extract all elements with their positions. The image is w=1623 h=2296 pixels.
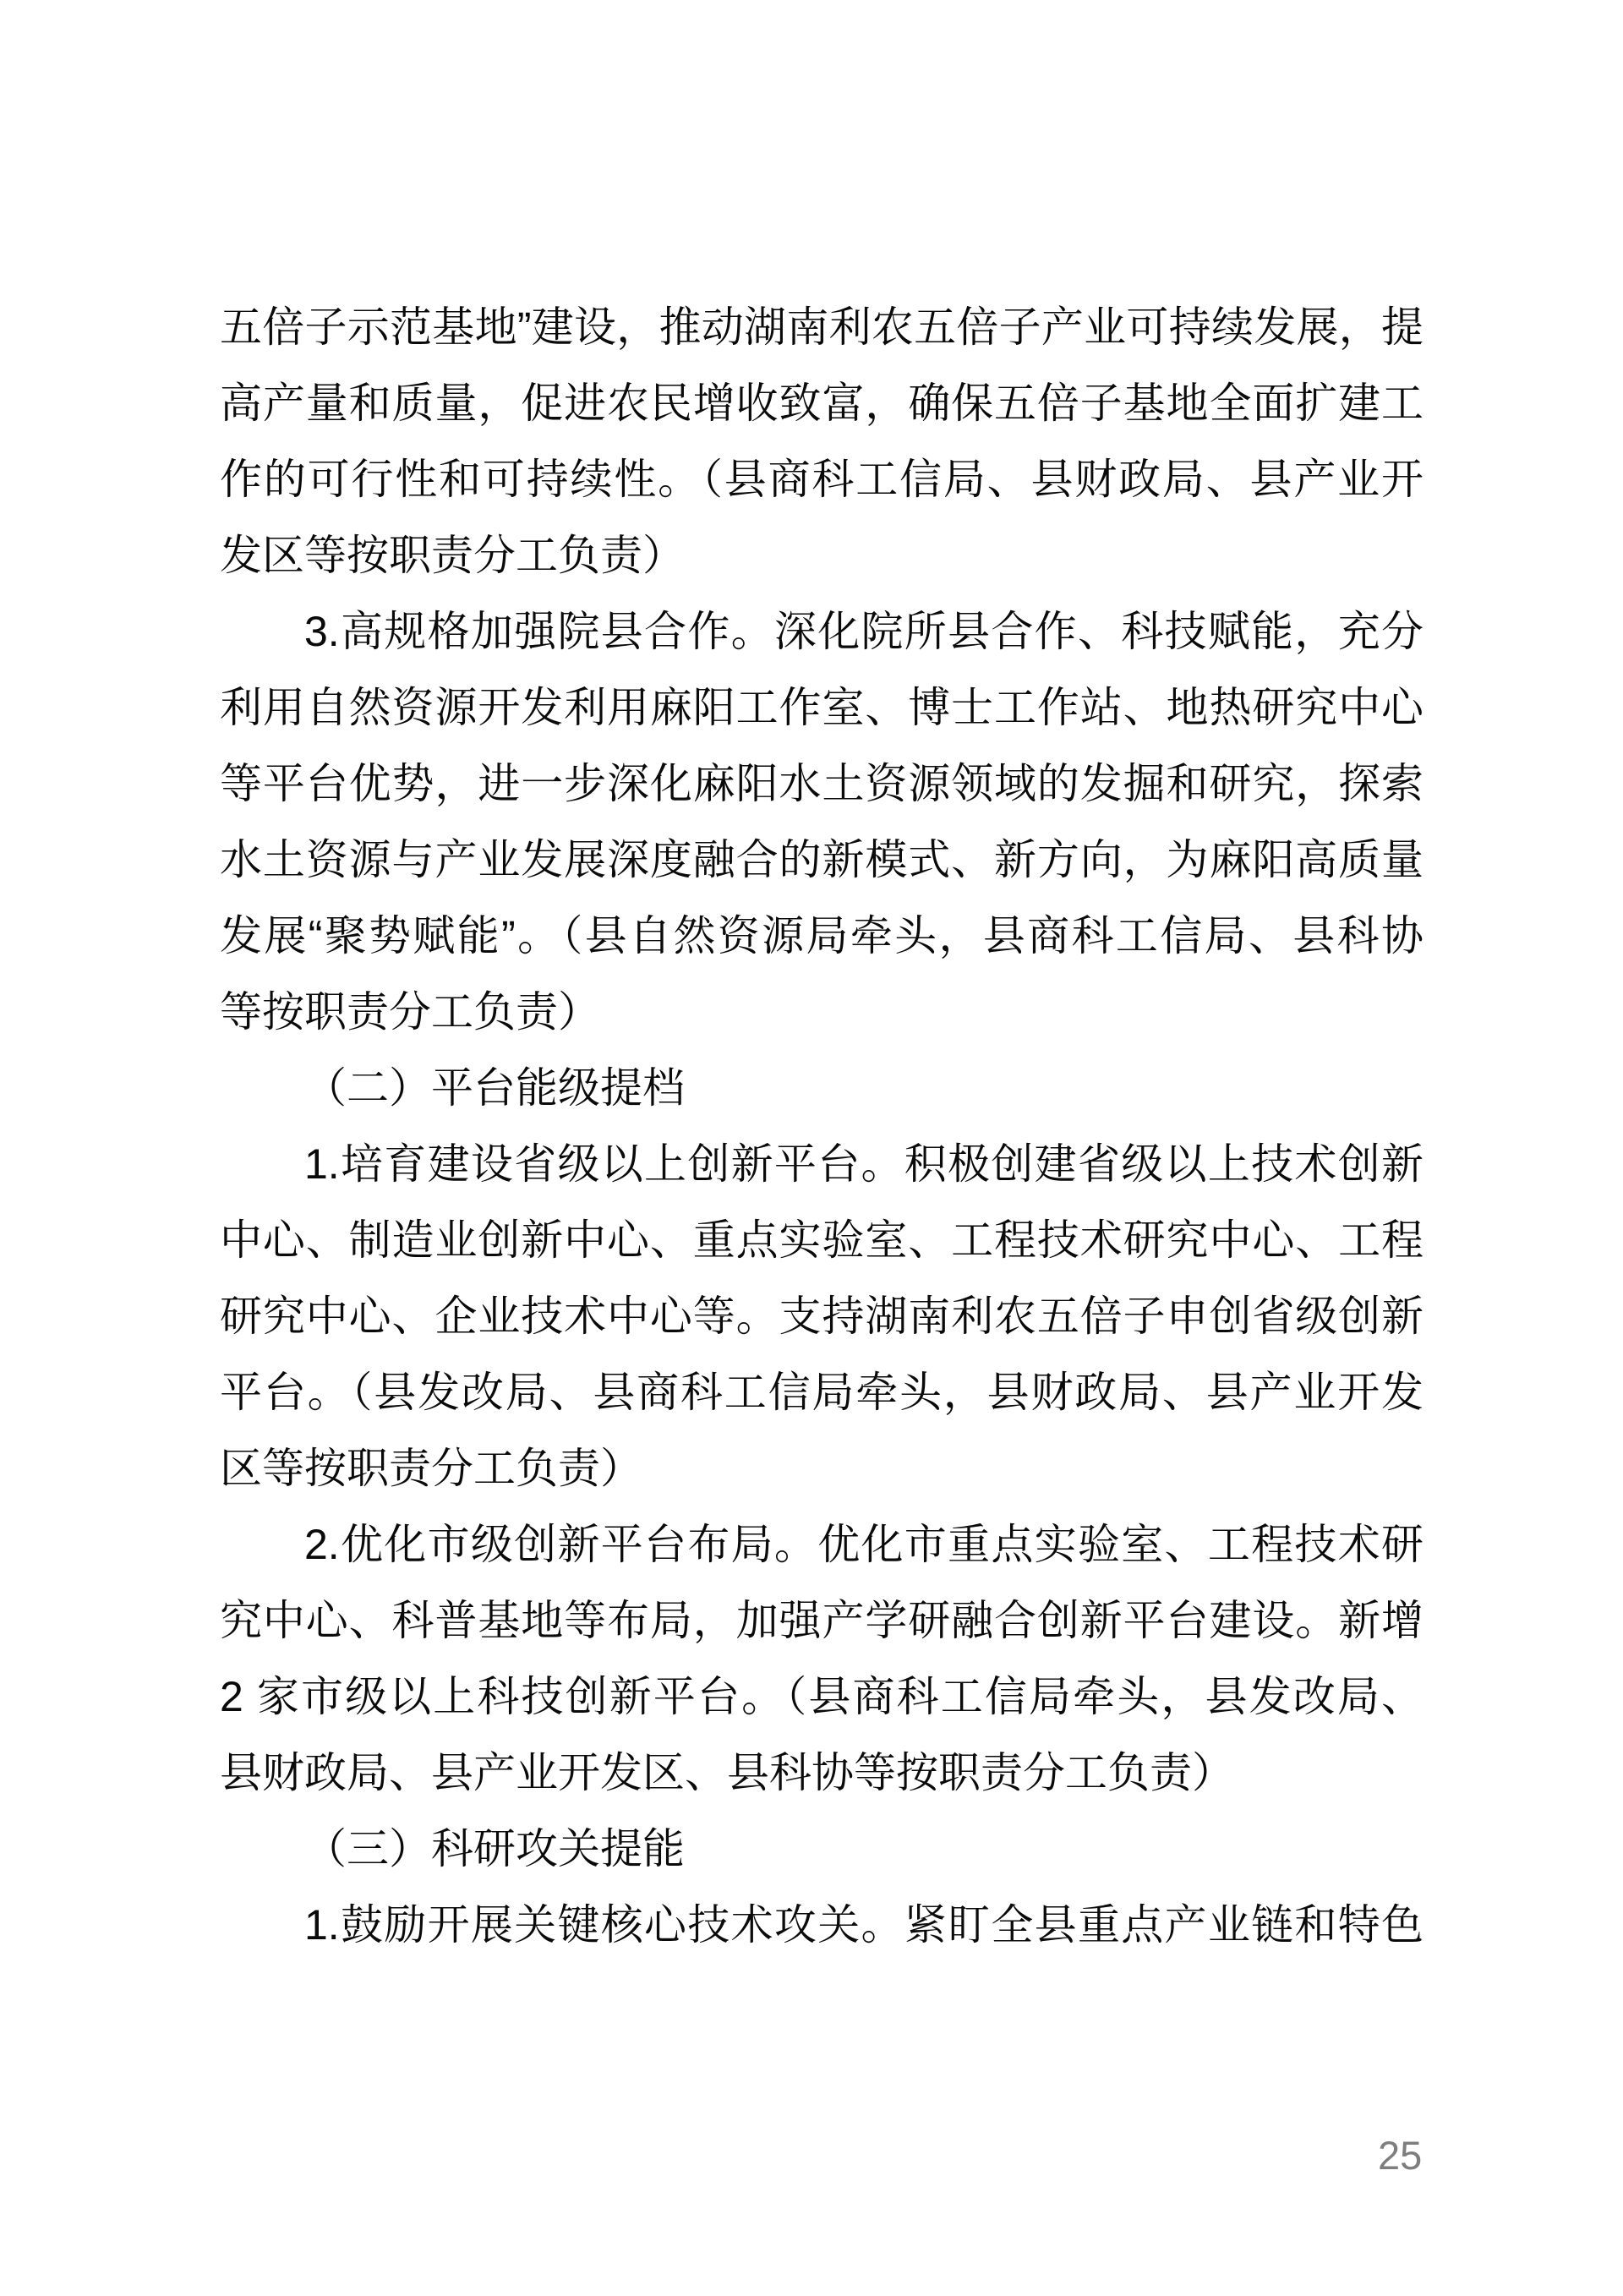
text-line: 县财政局、县产业开发区、县科协等按职责分工负责）: [220, 1749, 1234, 1796]
section-heading: （三）科研攻关提能: [304, 1825, 685, 1872]
text-line: 研究中心、企业技术中心等。支持湖南利农五倍子申创省级创新: [220, 1293, 1424, 1340]
text-line: 高产量和质量，促进农民增收致富，确保五倍子基地全面扩建工: [220, 380, 1424, 427]
text-line: 作的可行性和可持续性。（县商科工信局、县财政局、县产业开: [220, 456, 1424, 503]
text-line: 究中心、科普基地等布局，加强产学研融合创新平台建设。新增: [220, 1597, 1424, 1644]
page-number: 25: [1378, 2133, 1423, 2178]
text-line: 利用自然资源开发利用麻阳工作室、博士工作站、地热研究中心: [220, 684, 1424, 731]
text-line: 等按职责分工负责）: [220, 988, 600, 1036]
text-line: 1.鼓励开展关键核心技术攻关。紧盯全县重点产业链和特色: [304, 1901, 1424, 1949]
section-heading: （二）平台能级提档: [304, 1064, 685, 1112]
text-line: 3.高规格加强院县合作。深化院所县合作、科技赋能，充分: [304, 608, 1424, 655]
text-line: 区等按职责分工负责）: [220, 1445, 642, 1492]
text-line: 2.优化市级创新平台布局。优化市重点实验室、工程技术研: [304, 1521, 1424, 1568]
text-line: 中心、制造业创新中心、重点实验室、工程技术研究中心、工程: [220, 1216, 1424, 1264]
document-body: [220, 289, 1424, 1963]
text-line: 发展“聚势赋能”。（县自然资源局牵头，县商科工信局、县科协: [220, 912, 1424, 959]
text-line: 平台。（县发改局、县商科工信局牵头，县财政局、县产业开发: [220, 1369, 1424, 1416]
text-line: 五倍子示范基地”建设，推动湖南利农五倍子产业可持续发展，提: [220, 303, 1424, 351]
text-line: 2 家市级以上科技创新平台。（县商科工信局牵头，县发改局、: [220, 1673, 1424, 1720]
text-line: 发区等按职责分工负责）: [220, 532, 685, 579]
text-line: 1.培育建设省级以上创新平台。积极创建省级以上技术创新: [304, 1140, 1424, 1188]
text-line: 等平台优势，进一步深化麻阳水土资源领域的发掘和研究，探索: [220, 760, 1424, 807]
text-line: 水土资源与产业发展深度融合的新模式、新方向，为麻阳高质量: [220, 836, 1424, 883]
